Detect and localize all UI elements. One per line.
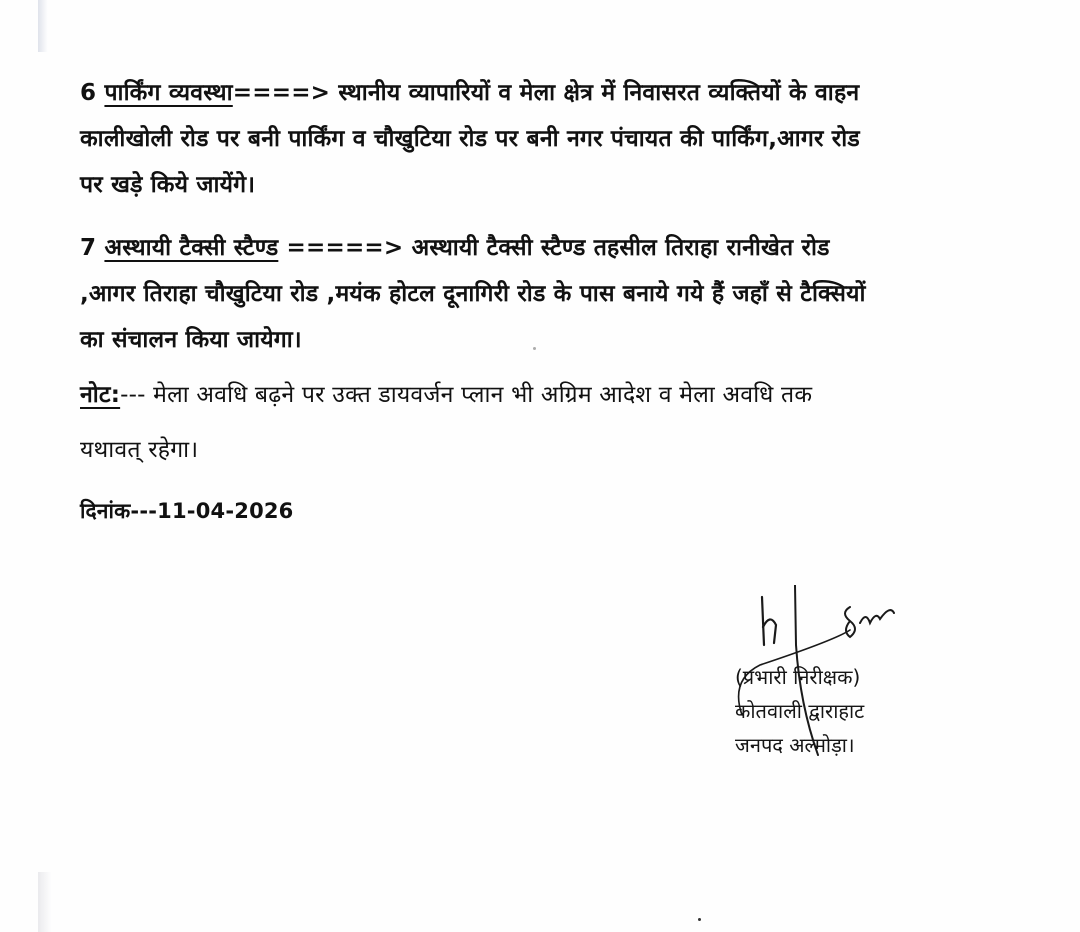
note-text: मेला अवधि बढ़ने पर उक्त डायवर्जन प्लान भी अग्रिम आदेश व मेला अवधि तक <box>153 382 813 408</box>
section7-line1 <box>80 233 830 263</box>
section6-arrow: ====> <box>232 80 331 106</box>
section6-line2: कालीखोली रोड पर बनी पार्किंग व चौखुटिया रोड पर बनी नगर पंचायत की पार्किंग,आगर रोड <box>80 126 860 152</box>
section6-line3: पर खड़े किये जायेंगे। <box>80 172 256 198</box>
section7-number: 7 <box>80 235 97 261</box>
note-label: नोट: <box>80 382 121 408</box>
signatory-district: जनपद अल्मोड़ा। <box>735 733 855 757</box>
signature-block <box>735 660 864 762</box>
section7-line3: का संचालन किया जायेगा। <box>80 327 302 353</box>
note-line2: यथावत् रहेगा। <box>80 437 199 463</box>
section7-heading: अस्थायी टैक्सी स्टैण्ड <box>104 235 279 261</box>
speck <box>533 347 536 350</box>
speck <box>698 918 701 921</box>
note-dashes: --- <box>120 382 146 408</box>
page-edge-shadow <box>38 0 48 52</box>
page-edge-shadow-bottom <box>38 872 52 932</box>
note-line1 <box>80 380 812 410</box>
section7-line2: ,आगर तिराहा चौखुटिया रोड ,मयंक होटल दूनागिरी रोड के पास बनाये गये हैं जहाँ से टैक्सियों <box>80 281 866 307</box>
signatory-designation: (प्रभारी निरीक्षक) <box>735 665 861 689</box>
date-value: 11-04-2026 <box>157 499 294 523</box>
section7-text: अस्थायी टैक्सी स्टैण्ड तहसील तिराहा रानीखेत रोड <box>411 235 830 261</box>
date-line <box>80 496 294 526</box>
section6-heading: पार्किंग व्यवस्था <box>104 80 233 106</box>
section6-line1 <box>80 78 859 108</box>
date-dashes: --- <box>130 499 158 523</box>
date-label: दिनांक <box>80 499 131 523</box>
section6-text: स्थानीय व्यापारियों व मेला क्षेत्र में निवासरत व्यक्तियों के वाहन <box>338 80 860 106</box>
signatory-office: कोतवाली द्वाराहाट <box>735 699 865 723</box>
section7-arrow: =====> <box>286 235 404 261</box>
section6-number: 6 <box>80 80 97 106</box>
